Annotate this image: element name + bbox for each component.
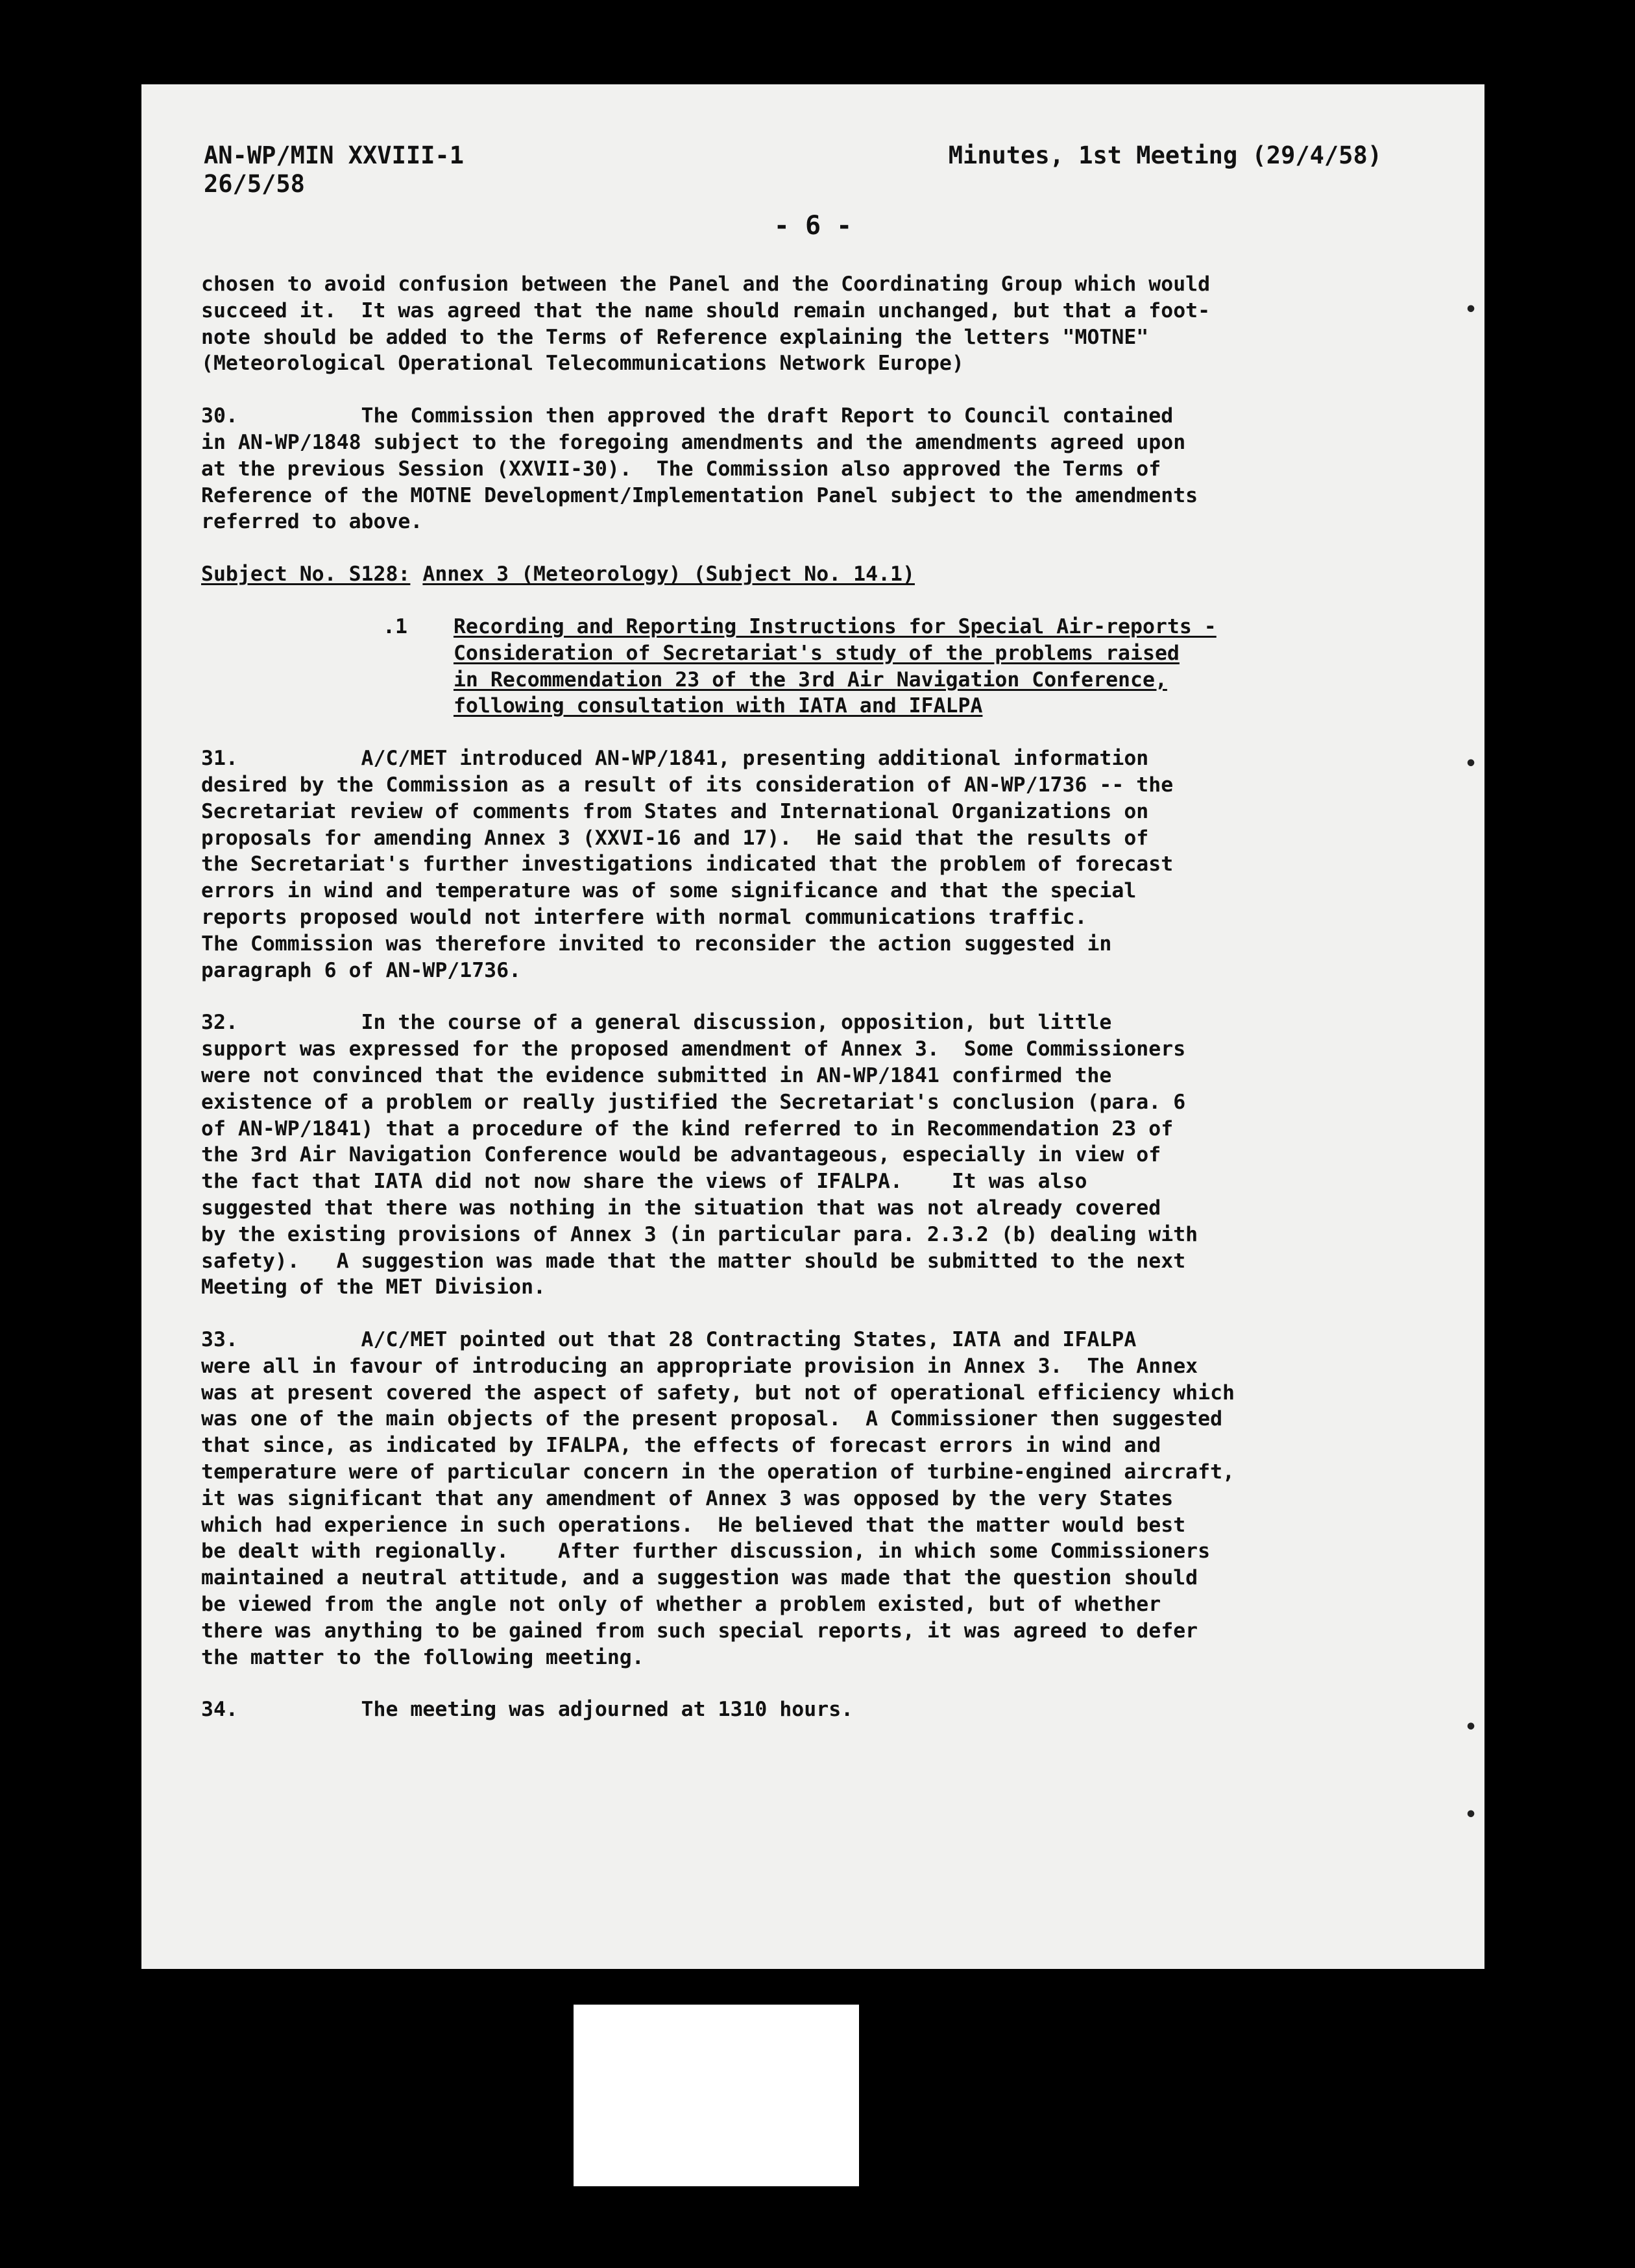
- paragraph-line: suggested that there was nothing in the situation that was not already covered: [201, 1196, 1161, 1220]
- paragraph-line: the 3rd Air Navigation Conference would be advantageous, especially in view of: [201, 1143, 1161, 1167]
- paragraph-line: were all in favour of introducing an appropriate provision in Annex 3. The Annex: [201, 1354, 1198, 1378]
- blank-card: [574, 2005, 859, 2186]
- document-page: [141, 84, 1484, 1969]
- agenda-item-line: in Recommendation 23 of the 3rd Air Navigation Conference,: [453, 668, 1167, 692]
- paragraph-line: there was anything to be gained from such special reports, it was agreed to defer: [201, 1619, 1198, 1643]
- paragraph-line: proposals for amending Annex 3 (XXVI-16 and 17). He said that the results of: [201, 826, 1149, 850]
- document-header-title: Minutes, 1st Meeting (29/4/58): [948, 141, 1382, 169]
- margin-mark: •: [1465, 1716, 1477, 1739]
- agenda-item-line: Consideration of Secretariat's study of the problems raised: [453, 641, 1180, 665]
- paragraph-line: note should be added to the Terms of Reference explaining the letters "MOTNE": [201, 325, 1149, 349]
- paragraph-line: 32. In the course of a general discussion, opposition, but little: [201, 1011, 1112, 1035]
- paragraph-line: Reference of the MOTNE Development/Implementation Panel subject to the amendments: [201, 483, 1198, 507]
- paragraph-line: the matter to the following meeting.: [201, 1645, 644, 1669]
- paragraph-line: 30. The Commission then approved the draft Report to Council contained: [201, 404, 1174, 428]
- paragraph-line: maintained a neutral attitude, and a suggestion was made that the question should: [201, 1566, 1198, 1590]
- paragraph-line: succeed it. It was agreed that the name should remain unchanged, but that a foot-: [201, 298, 1211, 322]
- subject-title: Annex 3 (Meteorology) (Subject No. 14.1): [422, 562, 915, 586]
- agenda-item-line: following consultation with IATA and IFALPA: [453, 694, 983, 718]
- paragraph-line: it was significant that any amendment of Annex 3 was opposed by the very States: [201, 1486, 1174, 1510]
- paragraph-line: 34. The meeting was adjourned at 1310 hours.: [201, 1698, 854, 1722]
- paragraph-line: desired by the Commission as a result of its consideration of AN-WP/1736 -- the: [201, 773, 1174, 797]
- paragraph-line: of AN-WP/1841) that a procedure of the kind referred to in Recommendation 23 of: [201, 1116, 1174, 1140]
- margin-mark: •: [1465, 298, 1477, 321]
- paragraph-line: reports proposed would not interfere with normal communications traffic.: [201, 905, 1087, 929]
- margin-mark: •: [1465, 1804, 1477, 1826]
- paragraph-31: [201, 745, 1362, 983]
- paragraph-line: existence of a problem or really justified the Secretariat's conclusion (para. 6: [201, 1090, 1186, 1114]
- paragraph-line: 33. A/C/MET pointed out that 28 Contracting States, IATA and IFALPA: [201, 1328, 1137, 1352]
- paragraph-line: that since, as indicated by IFALPA, the effects of forecast errors in wind and: [201, 1434, 1161, 1458]
- paragraph-line: temperature were of particular concern in the operation of turbine-engined aircraft,: [201, 1460, 1235, 1484]
- paragraph-30: [201, 403, 1362, 535]
- paragraph-line: were not convinced that the evidence submitted in AN-WP/1841 confirmed the: [201, 1063, 1112, 1087]
- document-date: 26/5/58: [204, 170, 305, 198]
- agenda-item-line: Recording and Reporting Instructions for Special Air-reports -: [453, 614, 1217, 638]
- paragraph-line: Meeting of the MET Division.: [201, 1275, 546, 1299]
- paragraph-32: [201, 1009, 1362, 1301]
- agenda-item-number: .1: [383, 614, 407, 638]
- document-reference: AN-WP/MIN XXVIII-1: [204, 141, 464, 169]
- paragraph-intro: [201, 271, 1362, 377]
- paragraph-line: in AN-WP/1848 subject to the foregoing amendments and the amendments agreed upon: [201, 430, 1186, 454]
- margin-mark: •: [1465, 753, 1477, 775]
- agenda-item-1: [383, 614, 1362, 719]
- paragraph-line: The Commission was therefore invited to reconsider the action suggested in: [201, 932, 1112, 956]
- paragraph-line: paragraph 6 of AN-WP/1736.: [201, 958, 522, 982]
- paragraph-line: safety). A suggestion was made that the matter should be submitted to the next: [201, 1249, 1186, 1273]
- paragraph-line: chosen to avoid confusion between the Panel and the Coordinating Group which would: [201, 272, 1211, 296]
- paragraph-line: at the previous Session (XXVII-30). The Commission also approved the Terms of: [201, 457, 1161, 481]
- paragraph-line: 31. A/C/MET introduced AN-WP/1841, presenting additional information: [201, 747, 1149, 771]
- paragraph-34: [201, 1696, 1362, 1723]
- paragraph-33: [201, 1327, 1362, 1671]
- paragraph-line: be viewed from the angle not only of whether a problem existed, but of whether: [201, 1593, 1161, 1617]
- page-number: - 6 -: [773, 211, 853, 241]
- paragraph-line: the fact that IATA did not now share the views of IFALPA. It was also: [201, 1170, 1087, 1194]
- paragraph-line: was one of the main objects of the present proposal. A Commissioner then suggested: [201, 1407, 1223, 1431]
- paragraph-line: the Secretariat's further investigations indicated that the problem of forecast: [201, 852, 1174, 876]
- subject-heading: [201, 561, 1362, 588]
- paragraph-line: errors in wind and temperature was of some significance and that the special: [201, 879, 1137, 903]
- document-body: [201, 271, 1362, 1749]
- paragraph-line: Secretariat review of comments from States and International Organizations on: [201, 799, 1149, 823]
- paragraph-line: be dealt with regionally. After further discussion, in which some Commissioners: [201, 1539, 1211, 1563]
- paragraph-line: by the existing provisions of Annex 3 (in particular para. 2.3.2 (b) dealing with: [201, 1222, 1198, 1246]
- subject-label: Subject No. S128:: [201, 562, 411, 586]
- paragraph-line: support was expressed for the proposed amendment of Annex 3. Some Commissioners: [201, 1037, 1186, 1061]
- paragraph-line: referred to above.: [201, 510, 423, 534]
- agenda-item-title: [454, 614, 1217, 719]
- paragraph-line: which had experience in such operations. He believed that the matter would best: [201, 1513, 1186, 1537]
- document-header-left: [204, 141, 464, 199]
- paragraph-line: (Meteorological Operational Telecommunications Network Europe): [201, 352, 964, 376]
- paragraph-line: was at present covered the aspect of safety, but not of operational efficiency which: [201, 1381, 1235, 1405]
